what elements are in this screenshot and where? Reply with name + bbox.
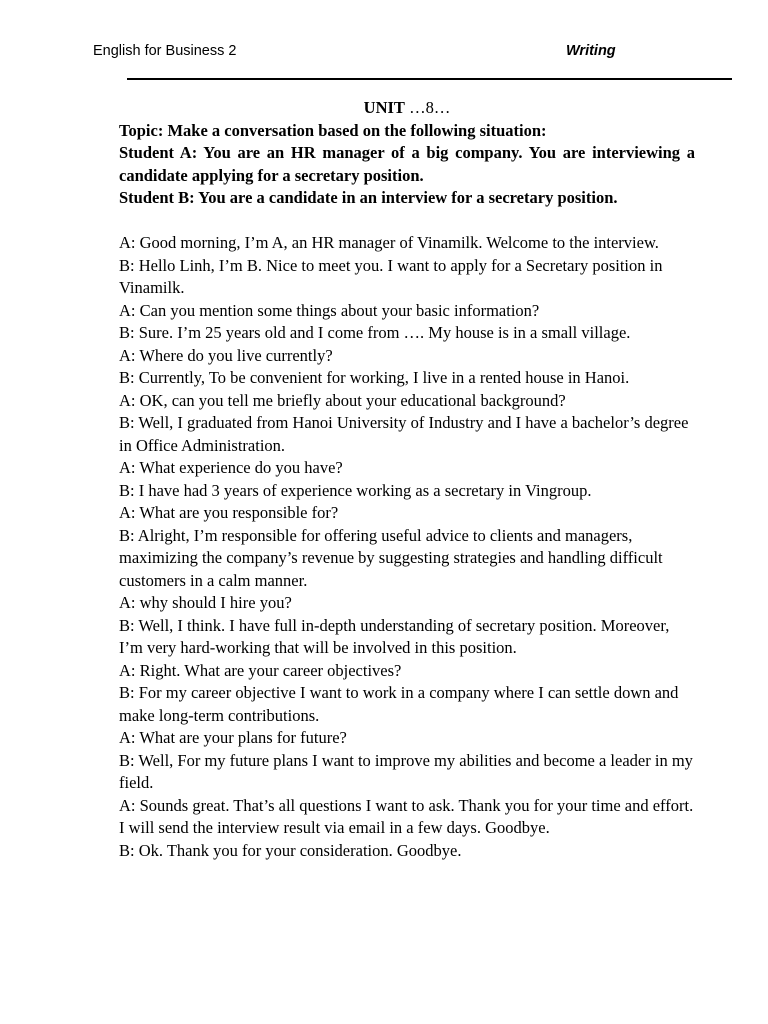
dialogue-line: B: For my career objective I want to work in a company where I can settle down and make long-term contributions.	[119, 683, 679, 725]
unit-number: …8…	[409, 98, 451, 117]
dialogue-line: A: Right. What are your career objectives?	[119, 660, 402, 680]
dialogue-line: B: Sure. I’m 25 years old and I come from …. My house is in a small village.	[119, 323, 631, 342]
dialogue-line: A: Sounds great. That’s all questions I want to ask. Thank you for your time and effort. I will send the interview result via email in a few days. Goodbye.	[119, 795, 694, 837]
student-b-role: Student B: You are a candidate in an interview for a secretary position.	[119, 188, 618, 207]
dialogue-line: A: Can you mention some things about your basic information?	[119, 300, 540, 320]
dialogue-line: A: why should I hire you?	[119, 593, 292, 612]
unit-heading	[119, 97, 695, 120]
dialogue-line: A: Good morning, I’m A, an HR manager of Vinamilk. Welcome to the interview.	[119, 233, 659, 252]
dialogue-line: A: OK, can you tell me briefly about your educational background?	[119, 390, 566, 410]
document-body	[119, 97, 695, 862]
dialogue-line: B: Currently, To be convenient for working, I live in a rented house in Hanoi.	[119, 368, 630, 387]
dialogue-line: A: What experience do you have?	[119, 458, 343, 477]
dialogue-line: A: Where do you live currently?	[119, 345, 333, 365]
dialogue-line: B: Alright, I’m responsible for offering useful advice to clients and managers, maximizing the company’s revenue by suggesting strategies and handling difficult customers in a calm manner.	[119, 525, 663, 590]
dialogue-line: B: Well, I graduated from Hanoi University of Industry and I have a bachelor’s degree in Office Administration.	[119, 413, 689, 455]
student-a-role: Student A: You are an HR manager of a big company. You are interviewing a candidate applying for a secretary position.	[119, 143, 695, 185]
dialogue	[119, 232, 695, 862]
topic-line: Topic: Make a conversation based on the following situation:	[119, 120, 547, 140]
header-section-title: Writing	[566, 43, 616, 59]
header-course-title: English for Business 2	[93, 43, 237, 59]
dialogue-line: B: Well, For my future plans I want to improve my abilities and become a leader in my field.	[119, 750, 693, 792]
dialogue-line: B: I have had 3 years of experience working as a secretary in Vingroup.	[119, 480, 592, 500]
dialogue-line: B: Hello Linh, I’m B. Nice to meet you. I want to apply for a Secretary position in Vinamilk.	[119, 255, 663, 297]
dialogue-line: B: Ok. Thank you for your consideration. Goodbye.	[119, 840, 462, 860]
dialogue-line: A: What are you responsible for?	[119, 503, 339, 522]
dialogue-line: B: Well, I think. I have full in-depth understanding of secretary position. Moreover, I’m very hard-working that will be involved in this position.	[119, 615, 670, 657]
header-divider	[127, 78, 732, 80]
dialogue-line: A: What are your plans for future?	[119, 728, 347, 747]
unit-label: UNIT	[363, 98, 405, 117]
